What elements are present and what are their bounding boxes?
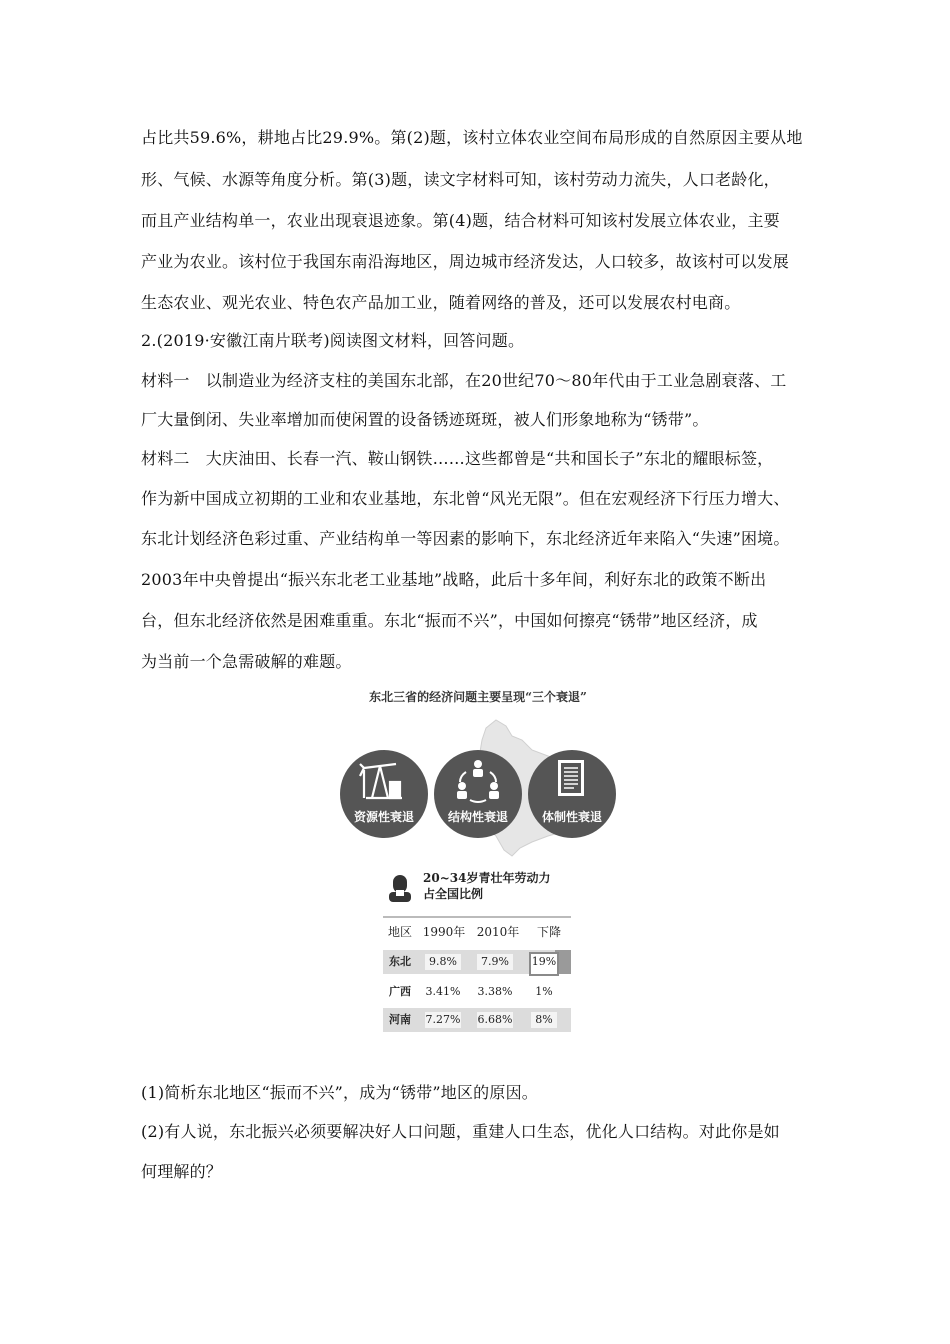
material-one-line: 材料一 以制造业为经济支柱的美国东北部，在20世纪70～80年代由于工业急剧衰落、工 <box>141 371 787 390</box>
resource-decline-label: 资源性衰退 <box>353 810 414 824</box>
table-row <box>383 950 571 974</box>
document-icon <box>558 760 584 796</box>
header-decline: 下降 <box>536 925 561 939</box>
question-2-cont: 何理解的？ <box>141 1162 223 1181</box>
table-top-rule <box>383 916 571 918</box>
question-2: (2)有人说，东北振兴必须要解决好人口问题，重建人口生态，优化人口结构。对此你是如 <box>141 1122 780 1141</box>
question-heading: 2.(2019·安徽江南片联考)阅读图文材料，回答问题。 <box>141 331 525 350</box>
header-region: 地区 <box>387 925 412 939</box>
cell-decline: 19% <box>531 955 557 968</box>
cell-region: 广西 <box>389 985 411 998</box>
cell-2010: 6.68% <box>477 1013 513 1026</box>
table-title-line2: 占全国比例 <box>423 887 484 901</box>
cell-decline: 1% <box>535 985 553 998</box>
paragraph-line: 形、气候、水源等角度分析。第(3)题，读文字材料可知，该村劳动力流失，人口老龄化， <box>141 170 780 189</box>
table-title-line1: 20~34岁青壮年劳动力 <box>423 871 551 885</box>
table-row <box>383 980 571 1004</box>
cell-region: 东北 <box>389 955 411 968</box>
material-two-line: 为当前一个急需破解的难题。 <box>141 652 352 671</box>
table-header-row <box>383 920 571 944</box>
cell-1990: 7.27% <box>425 1013 461 1026</box>
material-two-line: 2003年中央曾提出“振兴东北老工业基地”战略，此后十多年间，利好东北的政策不断出 <box>141 570 767 589</box>
table-row <box>383 1008 571 1032</box>
three-declines-figure <box>336 686 620 1038</box>
institutional-decline-label: 体制性衰退 <box>541 810 602 824</box>
paragraph-line: 产业为农业。该村位于我国东南沿海地区，周边城市经济发达，人口较多，故该村可以发展 <box>141 252 790 271</box>
paragraph-line: 而且产业结构单一，农业出现衰退迹象。第(4)题，结合材料可知该村发展立体农业，主要 <box>141 211 780 230</box>
figure-title: 东北三省的经济问题主要呈现“三个衰退” <box>369 690 587 704</box>
paragraph-line: 占比共59.6%，耕地占比29.9%。第(2)题，该村立体农业空间布局形成的自然原因主要从地 <box>141 128 803 147</box>
material-two-line: 材料二 大庆油田、长春一汽、鞍山钢铁……这些都曾是“共和国长子”东北的耀眼标签， <box>141 449 774 468</box>
person-icon <box>387 872 413 902</box>
cell-1990: 3.41% <box>425 985 461 998</box>
cell-1990: 9.8% <box>429 955 457 968</box>
header-1990: 1990年 <box>422 925 466 939</box>
structural-decline-label: 结构性衰退 <box>447 810 508 824</box>
cell-2010: 3.38% <box>477 985 513 998</box>
material-two-line: 台，但东北经济依然是困难重重。东北“振而不兴”，中国如何擦亮“锈带”地区经济，成 <box>141 611 758 630</box>
material-two-line: 东北计划经济色彩过重、产业结构单一等因素的影响下，东北经济近年来陷入“失速”困境。 <box>141 529 790 548</box>
paragraph-line: 生态农业、观光农业、特色农产品加工业，随着网络的普及，还可以发展农村电商。 <box>141 293 741 312</box>
material-one-line: 厂大量倒闭、失业率增加而使闲置的设备锈迹斑斑，被人们形象地称为“锈带”。 <box>141 410 709 429</box>
header-2010: 2010年 <box>476 925 520 939</box>
cell-2010: 7.9% <box>481 955 509 968</box>
question-1: (1)简析东北地区“振而不兴”，成为“锈带”地区的原因。 <box>141 1083 538 1102</box>
cell-region: 河南 <box>389 1013 411 1026</box>
figure-graphic <box>336 686 620 866</box>
material-two-line: 作为新中国成立初期的工业和农业基地，东北曾“风光无限”。但在宏观经济下行压力增大、 <box>141 489 790 508</box>
cell-decline: 8% <box>535 1013 553 1026</box>
